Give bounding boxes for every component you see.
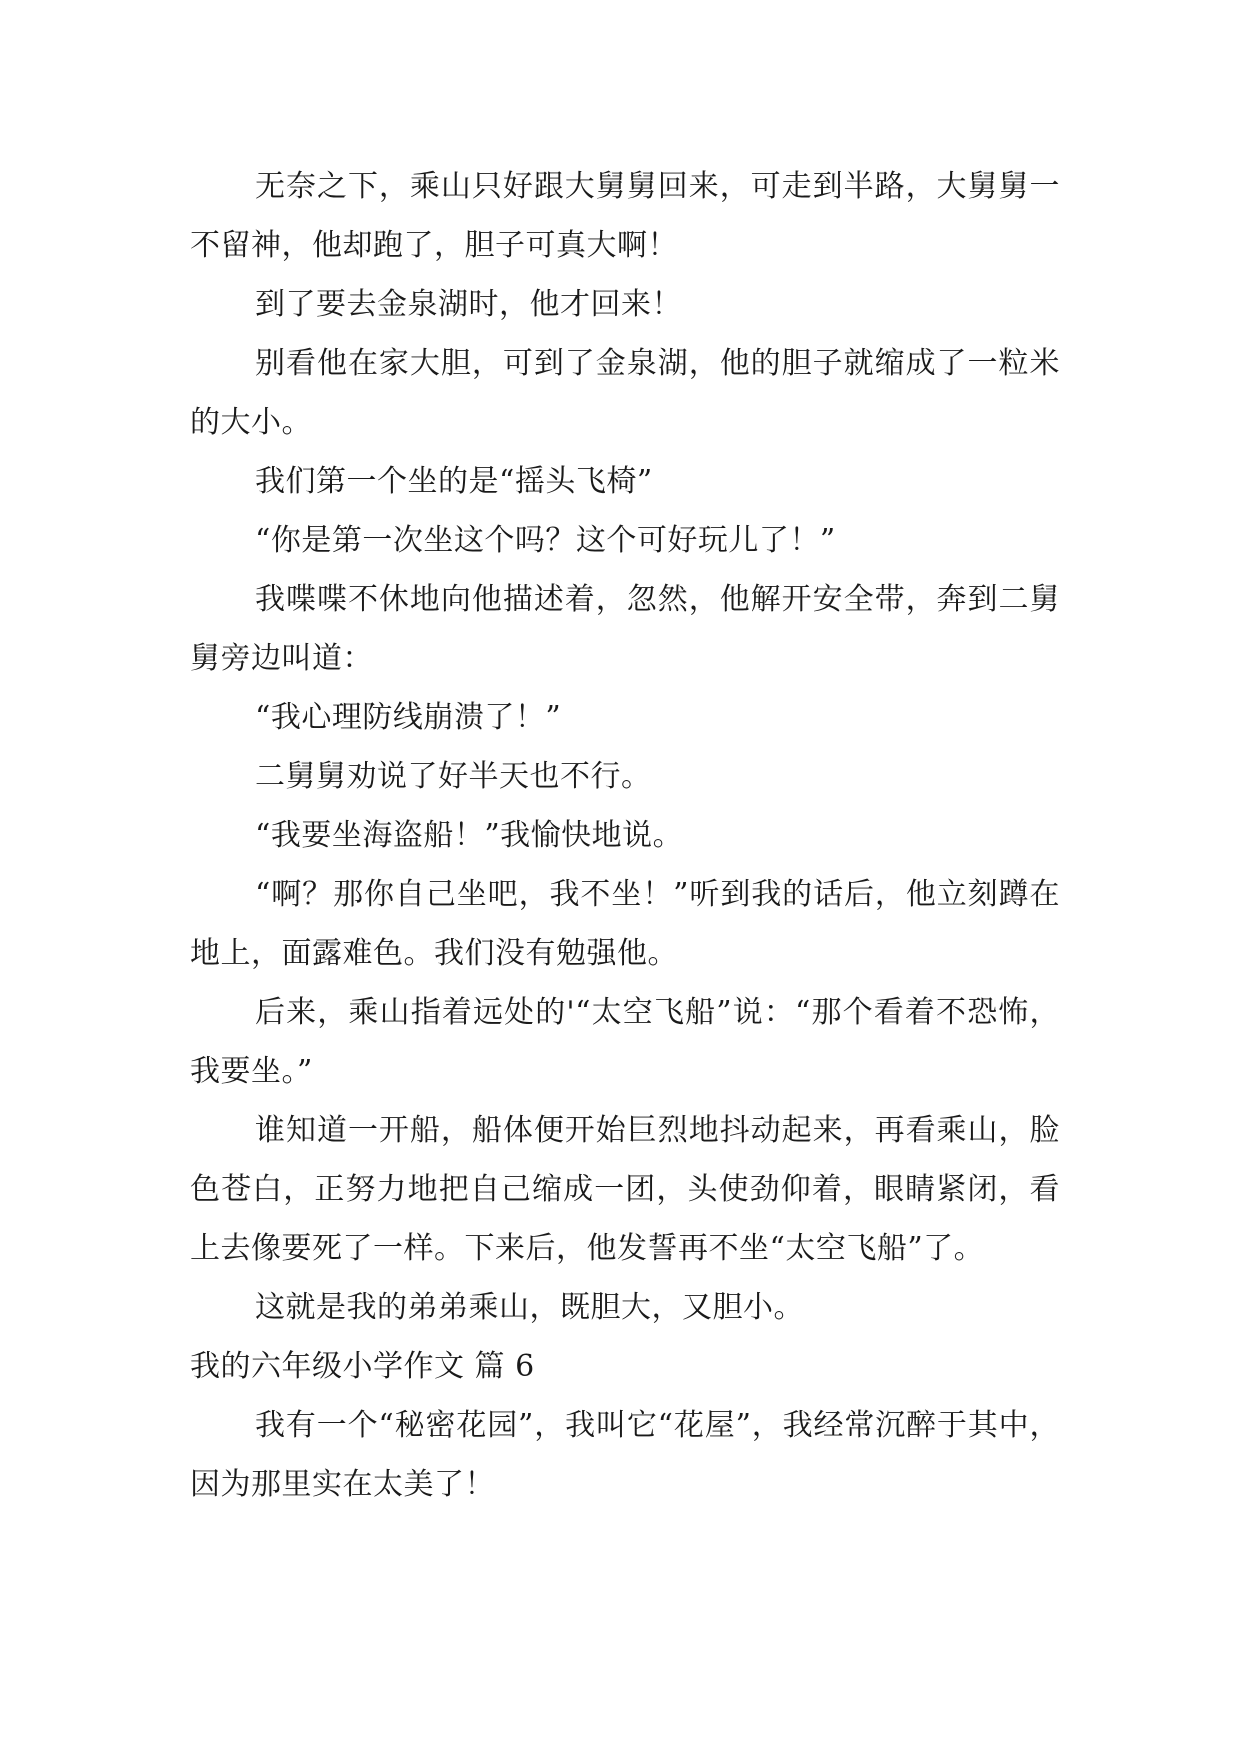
paragraph: 到了要去金泉湖时，他才回来！ (255, 287, 682, 322)
paragraph: 谁知道一开船，船体便开始巨烈地抖动起来，再看乘山，脸色苍白，正努力地把自己缩成一团，头使劲仰着，眼睛紧闭，看上去像要死了一样。下来后，他发誓再不坐“太空飞船”了。 (190, 1113, 1060, 1266)
paragraph: “你是第一次坐这个吗？这个可好玩儿了！” (255, 523, 836, 558)
paragraph: “我心理防线崩溃了！” (255, 700, 562, 735)
document-page (190, 157, 1060, 1514)
paragraph: 别看他在家大胆，可到了金泉湖，他的胆子就缩成了一粒米的大小。 (190, 346, 1060, 440)
paragraph: 这就是我的弟弟乘山，既胆大，又胆小。 (255, 1290, 804, 1325)
paragraph: 我们第一个坐的是“摇头飞椅” (255, 464, 653, 499)
paragraph: “啊？那你自己坐吧，我不坐！”听到我的话后，他立刻蹲在地上，面露难色。我们没有勉强他。 (190, 877, 1060, 971)
paragraph: 二舅舅劝说了好半天也不行。 (255, 759, 652, 794)
paragraph: 我喋喋不休地向他描述着，忽然，他解开安全带，奔到二舅舅旁边叫道： (190, 582, 1060, 676)
section-heading: 我的六年级小学作文 篇 6 (190, 1349, 535, 1384)
paragraph: 后来，乘山指着远处的'“太空飞船”说：“那个看着不恐怖，我要坐。” (190, 995, 1060, 1089)
paragraph: “我要坐海盗船！”我愉快地说。 (255, 818, 684, 853)
paragraph: 无奈之下，乘山只好跟大舅舅回来，可走到半路，大舅舅一不留神，他却跑了，胆子可真大啊！ (190, 169, 1060, 263)
paragraph: 我有一个“秘密花园”，我叫它“花屋”，我经常沉醉于其中，因为那里实在太美了！ (190, 1408, 1060, 1502)
